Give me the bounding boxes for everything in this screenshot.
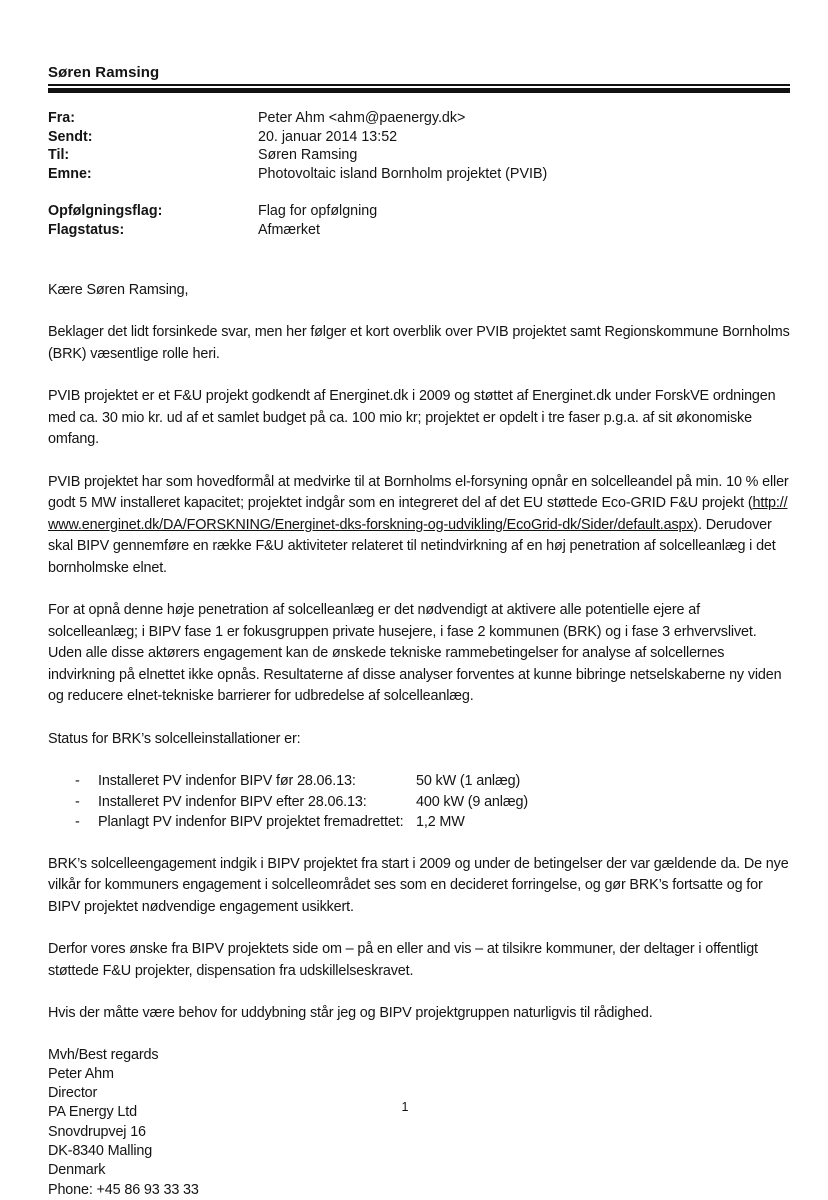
field-value-sent: 20. januar 2014 13:52 — [258, 128, 398, 145]
paragraph-goal-post: ). Derudover skal BIPV gennemføre en række F&U aktiviteter relateret til netindvirkning af en høj penetration af solcelleanlæg i det bornholmske elnet. — [48, 516, 776, 576]
signature-street: Snovdrupvej 16 — [48, 1123, 146, 1140]
field-label-from: Fra: — [48, 110, 76, 126]
field-label-sent: Sendt: — [48, 128, 93, 145]
field-value-flag-status: Afmærket — [258, 221, 320, 238]
field-value-subject: Photovoltaic island Bornholm projektet (PVIB) — [258, 165, 548, 182]
field-label-subject: Emne: — [48, 165, 92, 182]
message-fields — [48, 109, 790, 183]
flag-fields — [48, 202, 790, 239]
status-list-item-after — [48, 792, 790, 813]
signature-block — [48, 1046, 790, 1200]
signature-name: Peter Ahm — [48, 1065, 114, 1082]
paragraph-goal-pre: PVIB projektet har som hovedformål at medvirke til at Bornholms el-forsyning opnår en solcelleandel på min. 10 % eller godt 5 MW installeret kapacitet; projektet indgår som en integreret del af det EU støttede Eco-GRID F&U projekt ( — [48, 473, 789, 512]
paragraph-wish: Derfor vores ønske fra BIPV projektets side om – på en eller and vis – at tilsikre kommuner, der deltager i offentligt støttede F&U projekter, dispensation fra udskillelseskravet. — [48, 941, 758, 979]
field-label-flag-status: Flagstatus: — [48, 221, 125, 238]
paragraph-penetration: For at opnå denne høje penetration af solcelleanlæg er det nødvendigt at aktivere alle potentielle ejere af solcelleanlæg; i BIPV fase 1 er fokusgruppen private husejere, i fase 2 kommunen (BRK) og i fase 3 erhvervslivet. Uden alle disse aktørers engagement kan de ønskede tekniske rammebetingelser for analyse af solcellernes indvirkning på elnettet ikke opnås. Resultaterne af disse analyser forventes at kunne bibringe netselskaberne ny viden og reducere elnet-tekniske barrierer for udbredelse af solcelleanlæg. — [48, 602, 782, 705]
field-row-to — [48, 146, 790, 165]
field-value-from: Peter Ahm <ahm@paenergy.dk> — [258, 110, 466, 126]
ecogrid-link[interactable]: http://www.energinet.dk/DA/FORSKNING/Energinet-dks-forskning-og-udvikling/EcoGrid-dk/Sider/default.aspx — [48, 495, 788, 533]
paragraph-engagement: BRK’s solcelleengagement indgik i BIPV projektet fra start i 2009 og under de betingelser der var gældende da. De nye vilkår for kommuners engagement i solcelleområdet ses som en decideret forringelse, og gør BRK’s fortsatte og for BIPV projektet nødvendige engagement usikkert. — [48, 855, 789, 915]
page-number: 1 — [401, 1100, 409, 1114]
field-row-flag-status — [48, 221, 790, 240]
field-label-followup-flag: Opfølgningsflag: — [48, 203, 163, 220]
signature-country: Denmark — [48, 1162, 106, 1179]
status-label-after: Installeret PV indenfor BIPV efter 28.06.13: — [98, 793, 367, 810]
list-dash: - — [75, 814, 80, 831]
status-value-planned: 1,2 MW — [416, 814, 465, 831]
paragraph-project-overview: PVIB projektet er et F&U projekt godkendt af Energinet.dk i 2009 og støttet af Energinet.dk under ForskVE ordningen med ca. 30 mio kr. ud af et samlet budget på ca. 100 mio kr; projektet er opdelt i tre faser p.g.a. af sit økonomiske omfang. — [48, 388, 776, 448]
field-value-followup-flag: Flag for opfølgning — [258, 203, 378, 220]
status-heading: Status for BRK’s solcelleinstallationer er: — [48, 730, 301, 747]
signature-company: PA Energy Ltd — [48, 1104, 137, 1121]
list-dash: - — [75, 793, 80, 810]
status-label-before: Installeret PV indenfor BIPV før 28.06.13: — [98, 773, 356, 790]
field-label-to: Til: — [48, 147, 70, 164]
status-list — [48, 771, 790, 833]
greeting: Kære Søren Ramsing, — [48, 281, 189, 298]
paragraph-project-goal — [48, 472, 790, 580]
field-value-to: Søren Ramsing — [258, 147, 358, 164]
signature-title: Director — [48, 1085, 98, 1102]
field-row-sent — [48, 128, 790, 147]
header-divider — [48, 88, 790, 93]
paragraph-apology: Beklager det lidt forsinkede svar, men her følger et kort overblik over PVIB projektet samt Regionskommune Bornholms (BRK) væsentlige rolle heri. — [48, 324, 790, 362]
field-row-followup-flag — [48, 202, 790, 221]
signature-phone: Phone: +45 86 93 33 33 — [48, 1181, 199, 1198]
recipient-name-heading: Søren Ramsing — [48, 64, 790, 86]
status-label-planned: Planlagt PV indenfor BIPV projektet fremadrettet: — [98, 814, 404, 831]
field-row-subject — [48, 165, 790, 184]
status-value-before: 50 kW (1 anlæg) — [416, 773, 521, 790]
status-list-item-before — [48, 771, 790, 792]
status-value-after: 400 kW (9 anlæg) — [416, 793, 528, 810]
signature-regards: Mvh/Best regards — [48, 1046, 159, 1063]
email-body — [48, 280, 790, 1200]
memo-header — [48, 64, 790, 93]
field-row-from — [48, 109, 790, 128]
signature-city: DK-8340 Malling — [48, 1143, 153, 1160]
list-dash: - — [75, 773, 80, 790]
status-list-item-planned — [48, 812, 790, 833]
paragraph-availability: Hvis der måtte være behov for uddybning står jeg og BIPV projektgruppen naturligvis til rådighed. — [48, 1005, 653, 1022]
